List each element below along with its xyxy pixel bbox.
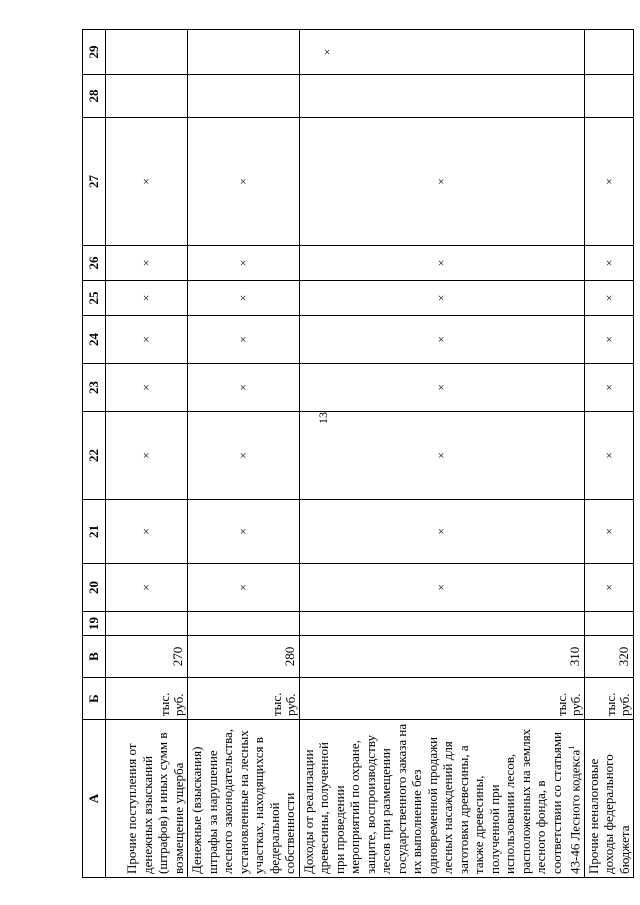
mark-cell: × — [584, 281, 634, 316]
row-code-cell: 310 — [299, 636, 584, 678]
header-cell: 29 — [83, 30, 106, 75]
header-cell: 27 — [83, 118, 106, 246]
header-cell: 23 — [83, 364, 106, 412]
mark-cell — [106, 612, 188, 636]
mark-cell: × — [106, 316, 188, 364]
mark-cell: × — [299, 118, 584, 246]
header-cell: 21 — [83, 500, 106, 564]
mark-cell: × — [106, 118, 188, 246]
mark-cell — [188, 30, 300, 75]
mark-cell: × — [299, 281, 584, 316]
mark-cell: × — [188, 281, 300, 316]
header-cell: А — [83, 720, 106, 878]
mark-cell — [106, 75, 188, 118]
row-unit-cell: тыс. руб. — [584, 678, 634, 720]
header-cell: 24 — [83, 316, 106, 364]
mark-cell — [299, 612, 584, 636]
header-cell: 20 — [83, 564, 106, 612]
row-code-cell: 280 — [188, 636, 300, 678]
header-cell: Б — [83, 678, 106, 720]
mark-cell: × — [106, 364, 188, 412]
mark-cell: × — [106, 500, 188, 564]
mark-cell: × — [106, 564, 188, 612]
header-cell: 25 — [83, 281, 106, 316]
row-name-cell: Прочие неналоговые доходы федерального бюджета — [584, 720, 634, 878]
data-table — [82, 29, 634, 878]
mark-cell: × — [299, 364, 584, 412]
mark-cell: × — [584, 500, 634, 564]
mark-cell: × — [188, 500, 300, 564]
table-row — [188, 30, 300, 878]
mark-cell: × — [188, 118, 300, 246]
mark-cell: × — [106, 281, 188, 316]
mark-cell: × — [188, 316, 300, 364]
mark-cell: × — [299, 412, 584, 500]
row-name-cell: Денежные (взыскания) штрафы за нарушение лесного законодательства, установленные на лесных участках, находящихся в федеральной собственности — [188, 720, 300, 878]
mark-cell — [188, 612, 300, 636]
row-unit-cell: тыс. руб. — [299, 678, 584, 720]
row-name-text: Доходы от реализации древесины, полученной при проведении мероприятий по охране, защите, воспроизводству лесов при размещении государственного заказа на их выполнение без одновременной продажи лесных насаждений для заготовки древесины, а также древесины, полученной при использовании лесов, расположенных на землях лесного фонда, в соответствии со статьями 43-46 Лесного кодекса — [300, 723, 583, 874]
mark-cell: × — [188, 364, 300, 412]
mark-cell: × — [106, 412, 188, 500]
mark-cell: × — [584, 364, 634, 412]
header-cell: 19 — [83, 612, 106, 636]
mark-cell: × — [584, 118, 634, 246]
mark-cell: × — [584, 564, 634, 612]
mark-cell — [584, 30, 634, 75]
mark-cell: × — [188, 412, 300, 500]
header-cell: В — [83, 636, 106, 678]
mark-cell: × — [106, 246, 188, 281]
row-name-cell: Прочие поступления от денежных взысканий (штрафов) и иных сумм в возмещение ущерба — [106, 720, 188, 878]
row-unit-cell: тыс. руб. — [188, 678, 300, 720]
table-row — [106, 30, 188, 878]
mark-cell — [106, 30, 188, 75]
mark-cell: × — [299, 564, 584, 612]
header-row — [83, 30, 106, 878]
table-row — [299, 30, 584, 878]
header-cell: 26 — [83, 246, 106, 281]
row-name-cell — [299, 720, 584, 878]
mark-cell: × — [584, 412, 634, 500]
row-code-cell: 320 — [584, 636, 634, 678]
mark-cell: × — [299, 246, 584, 281]
mark-cell: × — [299, 30, 584, 75]
mark-cell — [584, 75, 634, 118]
rotated-table-container — [82, 30, 633, 878]
row-unit-cell: тыс. руб. — [106, 678, 188, 720]
mark-cell: × — [299, 316, 584, 364]
footnote-marker: 1 — [567, 745, 576, 750]
mark-cell: × — [299, 500, 584, 564]
mark-cell — [188, 75, 300, 118]
mark-cell: × — [188, 246, 300, 281]
mark-cell — [299, 75, 584, 118]
mark-cell — [584, 612, 634, 636]
row-code-cell: 270 — [106, 636, 188, 678]
mark-cell: × — [188, 564, 300, 612]
header-cell: 22 — [83, 412, 106, 500]
page-number: 13 — [316, 412, 330, 424]
mark-cell: × — [584, 316, 634, 364]
mark-cell: × — [584, 246, 634, 281]
header-cell: 28 — [83, 75, 106, 118]
table-row — [584, 30, 634, 878]
